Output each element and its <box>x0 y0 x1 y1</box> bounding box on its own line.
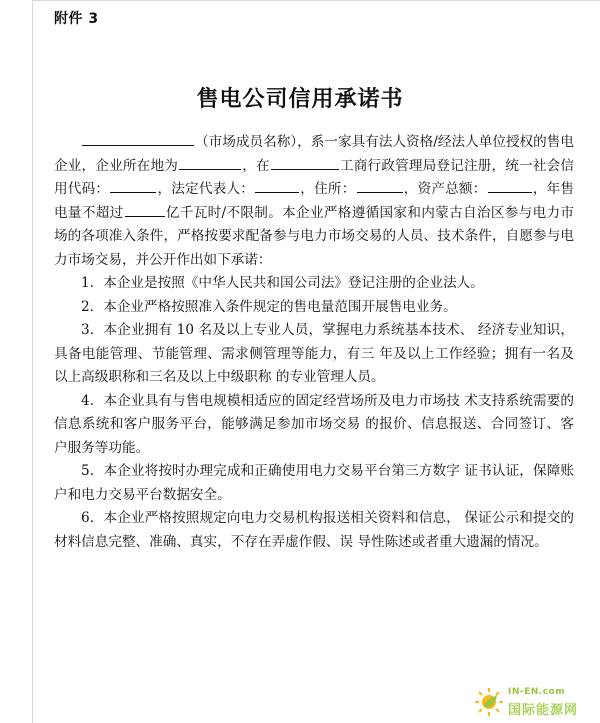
watermark-logo <box>474 687 594 717</box>
commitment-item-1: 1．本企业是按照《中华人民共和国公司法》登记注册的企业法人。 <box>81 275 484 291</box>
member-name-blank <box>82 131 194 146</box>
intro-text-4: ，法定代表人： <box>157 181 255 197</box>
page-top-border <box>32 0 600 1</box>
commitment-item-4: 4．本企业具有与售电规模相适应的固定经营场所及电力市场技 术支持系统需要的信息系统和客户服务平台，能够满足参加市场交易 的报价、信息报送、合同签订、客户服务等功能。 <box>54 392 574 456</box>
intro-text-1: （市场成员名称），系一家具有法人资格/经法人单位授权的售电企业，企业所在地为 <box>54 134 574 174</box>
intro-text-3: 工商行政管理局登记注册，统一社会信用代码： <box>54 157 575 197</box>
total-assets-blank <box>488 178 532 193</box>
intro-paragraph <box>54 131 574 272</box>
intro-text-6: ，资产总额： <box>403 181 487 197</box>
sun-leaf-logo-icon <box>474 687 504 717</box>
commitment-item-3: 3．本企业拥有 10 名及以上专业人员，掌握电力系统基本技术、 经济专业知识，具备电能管理、节能管理、需求侧管理等能力，有三 年及以上工作经验；拥有一名及以上高级职称和三名及以上中级职称 的专业管理人员。 <box>54 322 574 385</box>
commitment-item-2: 2．本企业严格按照准入条件规定的售电量范围开展售电业务。 <box>81 298 457 315</box>
watermark-site-text: IN-EN.com <box>508 687 566 697</box>
credit-code-blank <box>110 178 156 193</box>
registration-place-blank <box>271 155 339 170</box>
sales-volume-blank <box>125 202 165 217</box>
intro-text-7: ，年售电量不超过 <box>54 181 575 221</box>
intro-text-5: ，住所： <box>300 181 356 197</box>
address-blank <box>357 178 403 193</box>
document-body <box>54 131 574 554</box>
commitment-item-6: 6．本企业严格按照规定向电力交易机构报送相关资料和信息， 保证公示和提交的材料信息完整、准确、真实，不存在弄虚作假、误 导性陈述或者重大遗漏的情况。 <box>54 510 574 550</box>
commitment-item-5: 5．本企业将按时办理完成和正确使用电力交易平台第三方数字 证书认证，保障账户和电力交易平台数据安全。 <box>54 463 574 503</box>
document-title: 售电公司信用承诺书 <box>196 87 404 112</box>
legal-rep-blank <box>255 178 299 193</box>
attachment-label: 附件 3 <box>54 11 99 27</box>
intro-text-2: ，在 <box>242 157 270 174</box>
watermark-brand-text: 国际能源网 <box>508 703 579 718</box>
intro-text-8: 亿千瓦时/不限制。本企业严格遵循国家和内蒙古自治区参与电力市场的各项准入条件，严格按要求配备参与电力市场交易的人员、技术条件，自愿参与电力市场交易，并公开作出如下承诺： <box>54 204 575 268</box>
location-blank <box>179 155 241 170</box>
